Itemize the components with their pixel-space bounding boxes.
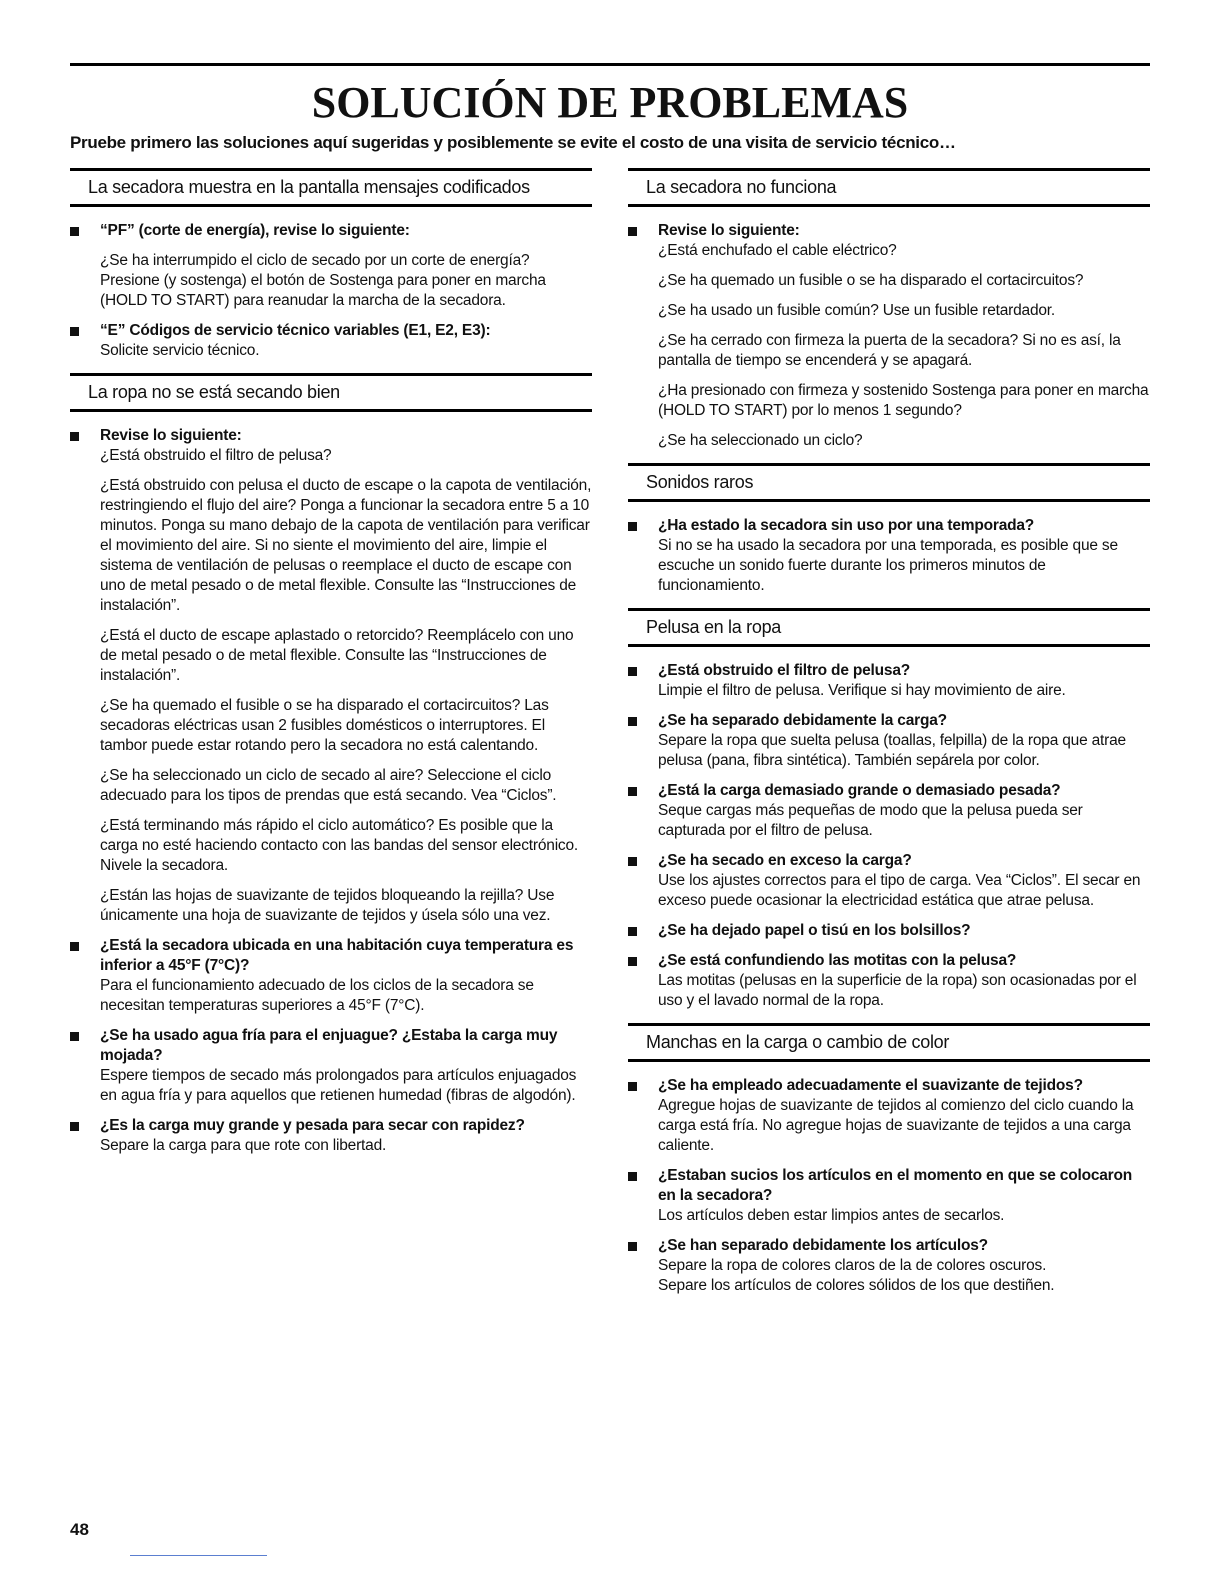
- item-question: ¿Se han separado debidamente los artículos?: [658, 1237, 988, 1254]
- item-text: Para el funcionamiento adecuado de los ciclos de la secadora se necesitan temperaturas superiores a 45°F (7°C).: [100, 977, 534, 1014]
- list-item: [628, 851, 1150, 911]
- square-bullet-icon: [628, 927, 637, 936]
- item-question: ¿Estaban sucios los artículos en el momento en que se colocaron en la secadora?: [658, 1167, 1133, 1204]
- item-text: Si no se ha usado la secadora por una temporada, es posible que se escuche un sonido fuerte durante los primeros minutos de funcionamiento.: [658, 537, 1118, 594]
- item-text: ¿Se ha quemado el fusible o se ha disparado el cortacircuitos? Las secadoras eléctricas usan 2 fusibles domésticos o interruptores. El tambor puede estar rotando pero la secadora no está calentando.: [100, 697, 549, 754]
- section-heading: Pelusa en la ropa: [628, 608, 1150, 647]
- square-bullet-icon: [70, 227, 79, 236]
- item-text: Agregue hojas de suavizante de tejidos al comienzo del ciclo cuando la carga está fría. No agregue hojas de suavizante de tejidos a una carga caliente.: [658, 1097, 1134, 1154]
- section-not-working: [628, 168, 1150, 451]
- square-bullet-icon: [628, 717, 637, 726]
- item-text: ¿Se ha interrumpido el ciclo de secado por un corte de energía?: [100, 252, 530, 269]
- list-item: [70, 936, 592, 1016]
- list-item: [628, 781, 1150, 841]
- item-text: Separe la ropa de colores claros de la de colores oscuros.: [658, 1257, 1047, 1274]
- item-text: Solicite servicio técnico.: [100, 342, 260, 359]
- square-bullet-icon: [628, 857, 637, 866]
- section-not-drying: [70, 373, 592, 1156]
- item-question: ¿Ha estado la secadora sin uso por una temporada?: [658, 517, 1035, 534]
- item-text: Seque cargas más pequeñas de modo que la pelusa pueda ser capturada por el filtro de pelusa.: [658, 802, 1083, 839]
- square-bullet-icon: [628, 1082, 637, 1091]
- square-bullet-icon: [628, 787, 637, 796]
- item-text: ¿Se ha quemado un fusible o se ha disparado el cortacircuitos?: [658, 272, 1084, 289]
- list-item: [70, 426, 592, 926]
- item-text: ¿Está terminando más rápido el ciclo automático? Es posible que la carga no esté haciendo contacto con las bandas del sensor electrónico. Nivele la secadora.: [100, 817, 579, 874]
- page-title: SOLUCIÓN DE PROBLEMAS: [311, 78, 909, 127]
- list-item: [628, 951, 1150, 1011]
- square-bullet-icon: [628, 957, 637, 966]
- item-question: Revise lo siguiente:: [100, 427, 242, 444]
- list-item: [628, 711, 1150, 771]
- item-text: Los artículos deben estar limpios antes de secarlos.: [658, 1207, 1005, 1224]
- item-text: Limpie el filtro de pelusa. Verifique si hay movimiento de aire.: [658, 682, 1066, 699]
- list-item: [628, 221, 1150, 451]
- section-heading: La secadora no funciona: [628, 168, 1150, 207]
- item-text: Separe los artículos de colores sólidos de los que destiñen.: [658, 1277, 1055, 1294]
- section-stains: [628, 1023, 1150, 1296]
- square-bullet-icon: [70, 1032, 79, 1041]
- top-rule: [70, 63, 1150, 66]
- square-bullet-icon: [628, 522, 637, 531]
- item-question: ¿Está la carga demasiado grande o demasiado pesada?: [658, 782, 1061, 799]
- list-item: [628, 1166, 1150, 1226]
- footer-rule: [130, 1555, 267, 1556]
- list-item: [628, 921, 1150, 941]
- square-bullet-icon: [70, 327, 79, 336]
- page-number: 48: [70, 1520, 89, 1539]
- item-text: ¿Está enchufado el cable eléctrico?: [658, 242, 897, 259]
- item-text: Presione (y sostenga) el botón de Sostenga para poner en marcha (HOLD TO START) para reanudar la marcha de la secadora.: [100, 272, 546, 309]
- list-item: [628, 661, 1150, 701]
- item-text: Las motitas (pelusas en la superficie de la ropa) son ocasionadas por el uso y el lavado normal de la ropa.: [658, 972, 1137, 1009]
- list-item: [628, 1236, 1150, 1296]
- list-item: [628, 1076, 1150, 1156]
- square-bullet-icon: [628, 1242, 637, 1251]
- item-text: ¿Está obstruido con pelusa el ducto de escape o la capota de ventilación, restringiendo el flujo del aire? Ponga a funcionar la secadora entre 5 a 10 minutos. Ponga su mano debajo de la capota de ventilación para verificar el movimiento del aire. Si no siente el movimiento del aire, limpie el sistema de ventilación de pelusas o reemplace el ducto de escape con uno de metal pesado o de metal flexible. Consulte las “Instrucciones de instalación”.: [100, 477, 592, 614]
- item-question: ¿Es la carga muy grande y pesada para secar con rapidez?: [100, 1117, 525, 1134]
- square-bullet-icon: [628, 667, 637, 676]
- list-item: [70, 1026, 592, 1106]
- item-text: Separe la ropa que suelta pelusa (toallas, felpilla) de la ropa que atrae pelusa (pana, fibra sintética). También sepárela por color.: [658, 732, 1126, 769]
- item-question: ¿Se está confundiendo las motitas con la pelusa?: [658, 952, 1017, 969]
- square-bullet-icon: [70, 432, 79, 441]
- item-text: ¿Está el ducto de escape aplastado o retorcido? Reemplácelo con uno de metal pesado o de metal flexible. Consulte las “Instrucciones de instalación”.: [100, 627, 574, 684]
- right-column: [628, 168, 1150, 1308]
- item-question: “PF” (corte de energía), revise lo siguiente:: [100, 222, 410, 239]
- list-item: [628, 516, 1150, 596]
- section-heading: La secadora muestra en la pantalla mensajes codificados: [70, 168, 592, 207]
- item-question: ¿Se ha secado en exceso la carga?: [658, 852, 912, 869]
- item-text: ¿Está obstruido el filtro de pelusa?: [100, 447, 332, 464]
- item-text: ¿Se ha usado un fusible común? Use un fusible retardador.: [658, 302, 1056, 319]
- left-column: [70, 168, 592, 1168]
- list-item: [70, 1116, 592, 1156]
- list-item: [70, 321, 592, 361]
- section-strange-sounds: [628, 463, 1150, 596]
- item-text: Espere tiempos de secado más prolongados para artículos enjuagados en agua fría y para aquellos que retienen humedad (fibras de algodón).: [100, 1067, 577, 1104]
- section-heading: Manchas en la carga o cambio de color: [628, 1023, 1150, 1062]
- list-item: [70, 221, 592, 311]
- section-coded-messages: [70, 168, 592, 361]
- square-bullet-icon: [628, 227, 637, 236]
- item-question: ¿Se ha empleado adecuadamente el suavizante de tejidos?: [658, 1077, 1083, 1094]
- square-bullet-icon: [628, 1172, 637, 1181]
- item-text: ¿Ha presionado con firmeza y sostenido Sostenga para poner en marcha (HOLD TO START) por lo menos 1 segundo?: [658, 382, 1149, 419]
- item-question: Revise lo siguiente:: [658, 222, 800, 239]
- square-bullet-icon: [70, 942, 79, 951]
- item-question: ¿Se ha usado agua fría para el enjuague? ¿Estaba la carga muy mojada?: [100, 1027, 558, 1064]
- item-text: Separe la carga para que rote con libertad.: [100, 1137, 387, 1154]
- item-text: ¿Se ha seleccionado un ciclo?: [658, 432, 863, 449]
- section-heading: Sonidos raros: [628, 463, 1150, 502]
- item-text: ¿Están las hojas de suavizante de tejidos bloqueando la rejilla? Use únicamente una hoja de suavizante de tejidos y úsela sólo una vez.: [100, 887, 555, 924]
- square-bullet-icon: [70, 1122, 79, 1131]
- item-question: ¿Se ha separado debidamente la carga?: [658, 712, 947, 729]
- item-text: ¿Se ha seleccionado un ciclo de secado al aire? Seleccione el ciclo adecuado para los tipos de prendas que está secando. Vea “Ciclos”.: [100, 767, 557, 804]
- intro-text: Pruebe primero las soluciones aquí sugeridas y posiblemente se evite el costo de una visita de servicio técnico…: [70, 133, 956, 152]
- item-question: “E” Códigos de servicio técnico variables (E1, E2, E3):: [100, 322, 491, 339]
- item-text: Use los ajustes correctos para el tipo de carga. Vea “Ciclos”. El secar en exceso puede ocasionar la electricidad estática que atrae pelusa.: [658, 872, 1141, 909]
- item-question: ¿Está obstruido el filtro de pelusa?: [658, 662, 911, 679]
- item-question: ¿Está la secadora ubicada en una habitación cuya temperatura es inferior a 45°F (7°C)?: [100, 937, 574, 974]
- section-lint: [628, 608, 1150, 1011]
- item-text: ¿Se ha cerrado con firmeza la puerta de la secadora? Si no es así, la pantalla de tiempo se encenderá y se apagará.: [658, 332, 1121, 369]
- section-heading: La ropa no se está secando bien: [70, 373, 592, 412]
- item-question: ¿Se ha dejado papel o tisú en los bolsillos?: [658, 922, 971, 939]
